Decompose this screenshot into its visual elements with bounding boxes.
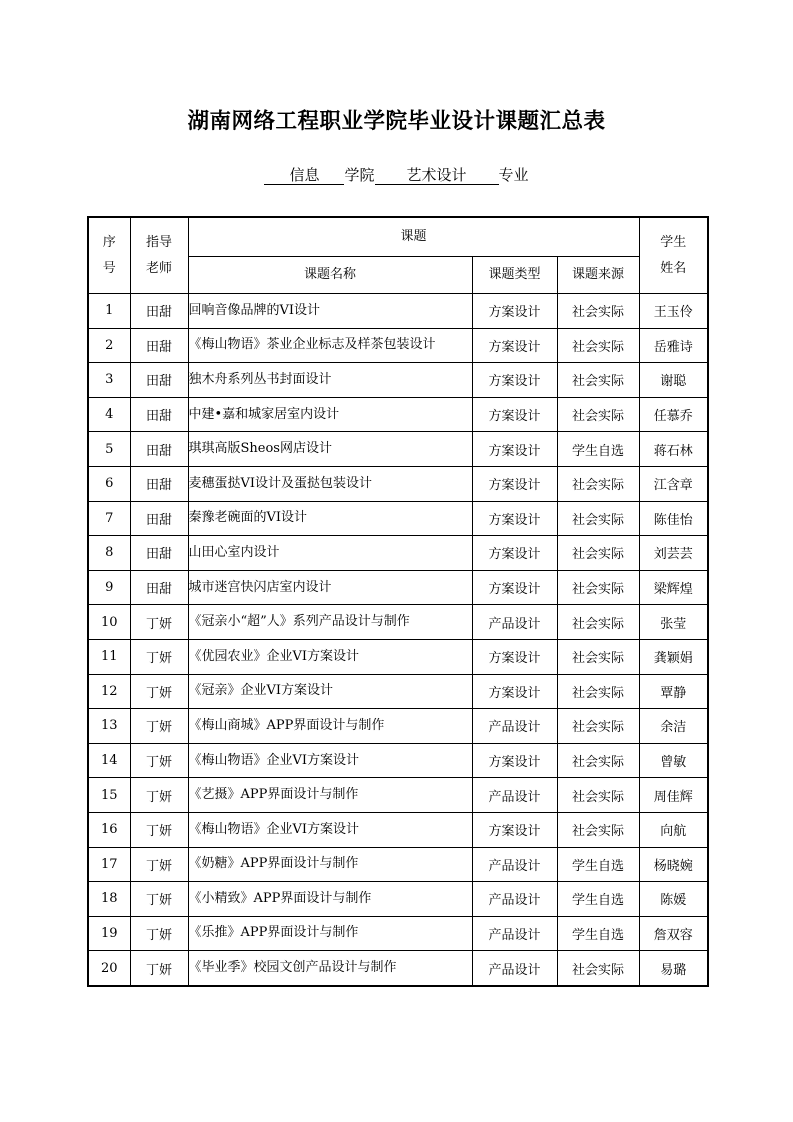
- row-advisor: 丁妍: [130, 778, 188, 813]
- row-topic-name: 琪琪高版Sheos网店设计: [188, 432, 472, 467]
- row-topic-name: 《梅山商城》APP界面设计与制作: [188, 709, 472, 744]
- header-advisor: 指导老师: [130, 217, 188, 294]
- major-value: 艺术设计: [375, 166, 499, 185]
- row-student-name: 易璐: [639, 951, 708, 986]
- table-row: [88, 882, 708, 917]
- row-topic-type: 方案设计: [472, 812, 557, 847]
- table-row: [88, 570, 708, 605]
- row-topic-source: 社会实际: [557, 951, 639, 986]
- table-row: [88, 743, 708, 778]
- row-topic-type: 产品设计: [472, 605, 557, 640]
- row-number: 20: [88, 951, 130, 986]
- table-row: [88, 847, 708, 882]
- row-student-name: 蒋石林: [639, 432, 708, 467]
- college-label: 学院: [344, 166, 375, 184]
- row-topic-name: 《梅山物语》企业VI方案设计: [188, 812, 472, 847]
- row-topic-name: 《艺摄》APP界面设计与制作: [188, 778, 472, 813]
- table-row: [88, 294, 708, 329]
- row-advisor: 丁妍: [130, 847, 188, 882]
- row-student-name: 谢聪: [639, 363, 708, 398]
- row-student-name: 江含章: [639, 466, 708, 501]
- row-topic-source: 社会实际: [557, 570, 639, 605]
- table-row: [88, 397, 708, 432]
- row-topic-source: 社会实际: [557, 501, 639, 536]
- row-advisor: 丁妍: [130, 743, 188, 778]
- row-student-name: 张莹: [639, 605, 708, 640]
- row-topic-source: 社会实际: [557, 397, 639, 432]
- row-topic-source: 学生自选: [557, 847, 639, 882]
- row-advisor: 丁妍: [130, 951, 188, 986]
- row-topic-type: 方案设计: [472, 570, 557, 605]
- row-advisor: 田甜: [130, 363, 188, 398]
- table-row: [88, 951, 708, 986]
- row-student-name: 梁辉煌: [639, 570, 708, 605]
- header-topic-name: 课题名称: [188, 257, 472, 294]
- table-row: [88, 812, 708, 847]
- document-title: 湖南网络工程职业学院毕业设计课题汇总表: [187, 109, 606, 134]
- college-value: 信息: [264, 166, 344, 185]
- row-topic-name: 《冠亲小“超”人》系列产品设计与制作: [188, 605, 472, 640]
- row-advisor: 田甜: [130, 466, 188, 501]
- row-topic-name: 山田心室内设计: [188, 536, 472, 571]
- row-topic-source: 社会实际: [557, 466, 639, 501]
- row-student-name: 龚颖娟: [639, 639, 708, 674]
- row-topic-name: 秦豫老碗面的VI设计: [188, 501, 472, 536]
- row-student-name: 任慕乔: [639, 397, 708, 432]
- row-student-name: 刘芸芸: [639, 536, 708, 571]
- row-topic-type: 产品设计: [472, 709, 557, 744]
- row-number: 14: [88, 743, 130, 778]
- row-advisor: 丁妍: [130, 882, 188, 917]
- row-topic-source: 学生自选: [557, 882, 639, 917]
- row-advisor: 田甜: [130, 294, 188, 329]
- table-row: [88, 363, 708, 398]
- row-number: 3: [88, 363, 130, 398]
- row-topic-type: 方案设计: [472, 536, 557, 571]
- row-topic-name: 《乐推》APP界面设计与制作: [188, 916, 472, 951]
- row-student-name: 覃静: [639, 674, 708, 709]
- row-number: 4: [88, 397, 130, 432]
- row-topic-source: 社会实际: [557, 639, 639, 674]
- row-student-name: 向航: [639, 812, 708, 847]
- row-number: 15: [88, 778, 130, 813]
- table-row: [88, 432, 708, 467]
- row-topic-name: 《优园农业》企业VI方案设计: [188, 639, 472, 674]
- row-number: 13: [88, 709, 130, 744]
- row-number: 17: [88, 847, 130, 882]
- row-topic-source: 社会实际: [557, 605, 639, 640]
- row-topic-type: 方案设计: [472, 639, 557, 674]
- header-topic-group: 课题: [188, 217, 639, 257]
- row-topic-type: 方案设计: [472, 328, 557, 363]
- row-topic-name: 麦穗蛋挞VI设计及蛋挞包装设计: [188, 466, 472, 501]
- row-topic-type: 方案设计: [472, 363, 557, 398]
- table-row: [88, 674, 708, 709]
- header-topic-source: 课题来源: [557, 257, 639, 294]
- row-topic-name: 《小精致》APP界面设计与制作: [188, 882, 472, 917]
- row-topic-source: 社会实际: [557, 778, 639, 813]
- row-number: 6: [88, 466, 130, 501]
- row-advisor: 丁妍: [130, 639, 188, 674]
- table-row: [88, 605, 708, 640]
- row-number: 18: [88, 882, 130, 917]
- row-number: 19: [88, 916, 130, 951]
- row-number: 11: [88, 639, 130, 674]
- row-advisor: 丁妍: [130, 709, 188, 744]
- row-advisor: 田甜: [130, 397, 188, 432]
- header-student: 学生姓名: [639, 217, 708, 294]
- row-topic-name: 城市迷宫快闪店室内设计: [188, 570, 472, 605]
- row-advisor: 丁妍: [130, 812, 188, 847]
- row-topic-type: 方案设计: [472, 432, 557, 467]
- table-row: [88, 778, 708, 813]
- row-topic-name: 《奶糖》APP界面设计与制作: [188, 847, 472, 882]
- table-row: [88, 501, 708, 536]
- row-topic-type: 产品设计: [472, 847, 557, 882]
- row-topic-name: 《毕业季》校园文创产品设计与制作: [188, 951, 472, 986]
- row-topic-name: 回响音像品牌的VI设计: [188, 294, 472, 329]
- topics-table: [87, 216, 709, 987]
- row-topic-type: 产品设计: [472, 882, 557, 917]
- row-advisor: 丁妍: [130, 674, 188, 709]
- row-topic-source: 社会实际: [557, 328, 639, 363]
- table-row: [88, 536, 708, 571]
- row-topic-type: 产品设计: [472, 778, 557, 813]
- row-topic-type: 方案设计: [472, 501, 557, 536]
- row-topic-type: 方案设计: [472, 466, 557, 501]
- row-topic-name: 独木舟系列丛书封面设计: [188, 363, 472, 398]
- row-topic-source: 社会实际: [557, 294, 639, 329]
- row-advisor: 丁妍: [130, 916, 188, 951]
- row-number: 10: [88, 605, 130, 640]
- row-topic-name: 《冠亲》企业VI方案设计: [188, 674, 472, 709]
- document-subtitle: [0, 166, 793, 185]
- row-number: 8: [88, 536, 130, 571]
- row-topic-type: 方案设计: [472, 674, 557, 709]
- row-topic-source: 学生自选: [557, 916, 639, 951]
- row-topic-source: 社会实际: [557, 674, 639, 709]
- row-topic-source: 社会实际: [557, 363, 639, 398]
- row-number: 12: [88, 674, 130, 709]
- row-student-name: 周佳辉: [639, 778, 708, 813]
- row-topic-type: 方案设计: [472, 743, 557, 778]
- row-topic-source: 学生自选: [557, 432, 639, 467]
- row-number: 1: [88, 294, 130, 329]
- row-topic-type: 产品设计: [472, 916, 557, 951]
- row-number: 5: [88, 432, 130, 467]
- row-topic-source: 社会实际: [557, 812, 639, 847]
- row-number: 9: [88, 570, 130, 605]
- major-label: 专业: [498, 166, 529, 184]
- row-advisor: 田甜: [130, 501, 188, 536]
- row-topic-type: 方案设计: [472, 294, 557, 329]
- table-row: [88, 639, 708, 674]
- row-topic-source: 社会实际: [557, 536, 639, 571]
- table-row: [88, 709, 708, 744]
- row-number: 7: [88, 501, 130, 536]
- row-topic-type: 产品设计: [472, 951, 557, 986]
- row-advisor: 田甜: [130, 570, 188, 605]
- row-topic-type: 方案设计: [472, 397, 557, 432]
- row-topic-name: 《梅山物语》茶业企业标志及样茶包装设计: [188, 328, 472, 363]
- row-student-name: 陈佳怡: [639, 501, 708, 536]
- row-student-name: 陈媛: [639, 882, 708, 917]
- row-advisor: 田甜: [130, 536, 188, 571]
- table-row: [88, 466, 708, 501]
- row-topic-source: 社会实际: [557, 709, 639, 744]
- row-student-name: 杨晓婉: [639, 847, 708, 882]
- row-advisor: 丁妍: [130, 605, 188, 640]
- header-topic-type: 课题类型: [472, 257, 557, 294]
- row-student-name: 曾敏: [639, 743, 708, 778]
- table-row: [88, 916, 708, 951]
- row-student-name: 余洁: [639, 709, 708, 744]
- row-number: 16: [88, 812, 130, 847]
- row-student-name: 岳雅诗: [639, 328, 708, 363]
- header-seq: 序号: [88, 217, 130, 294]
- table-row: [88, 328, 708, 363]
- row-topic-name: 中建•嘉和城家居室内设计: [188, 397, 472, 432]
- row-advisor: 田甜: [130, 432, 188, 467]
- row-number: 2: [88, 328, 130, 363]
- row-student-name: 王玉伶: [639, 294, 708, 329]
- row-student-name: 詹双容: [639, 916, 708, 951]
- row-topic-source: 社会实际: [557, 743, 639, 778]
- row-advisor: 田甜: [130, 328, 188, 363]
- row-topic-name: 《梅山物语》企业VI方案设计: [188, 743, 472, 778]
